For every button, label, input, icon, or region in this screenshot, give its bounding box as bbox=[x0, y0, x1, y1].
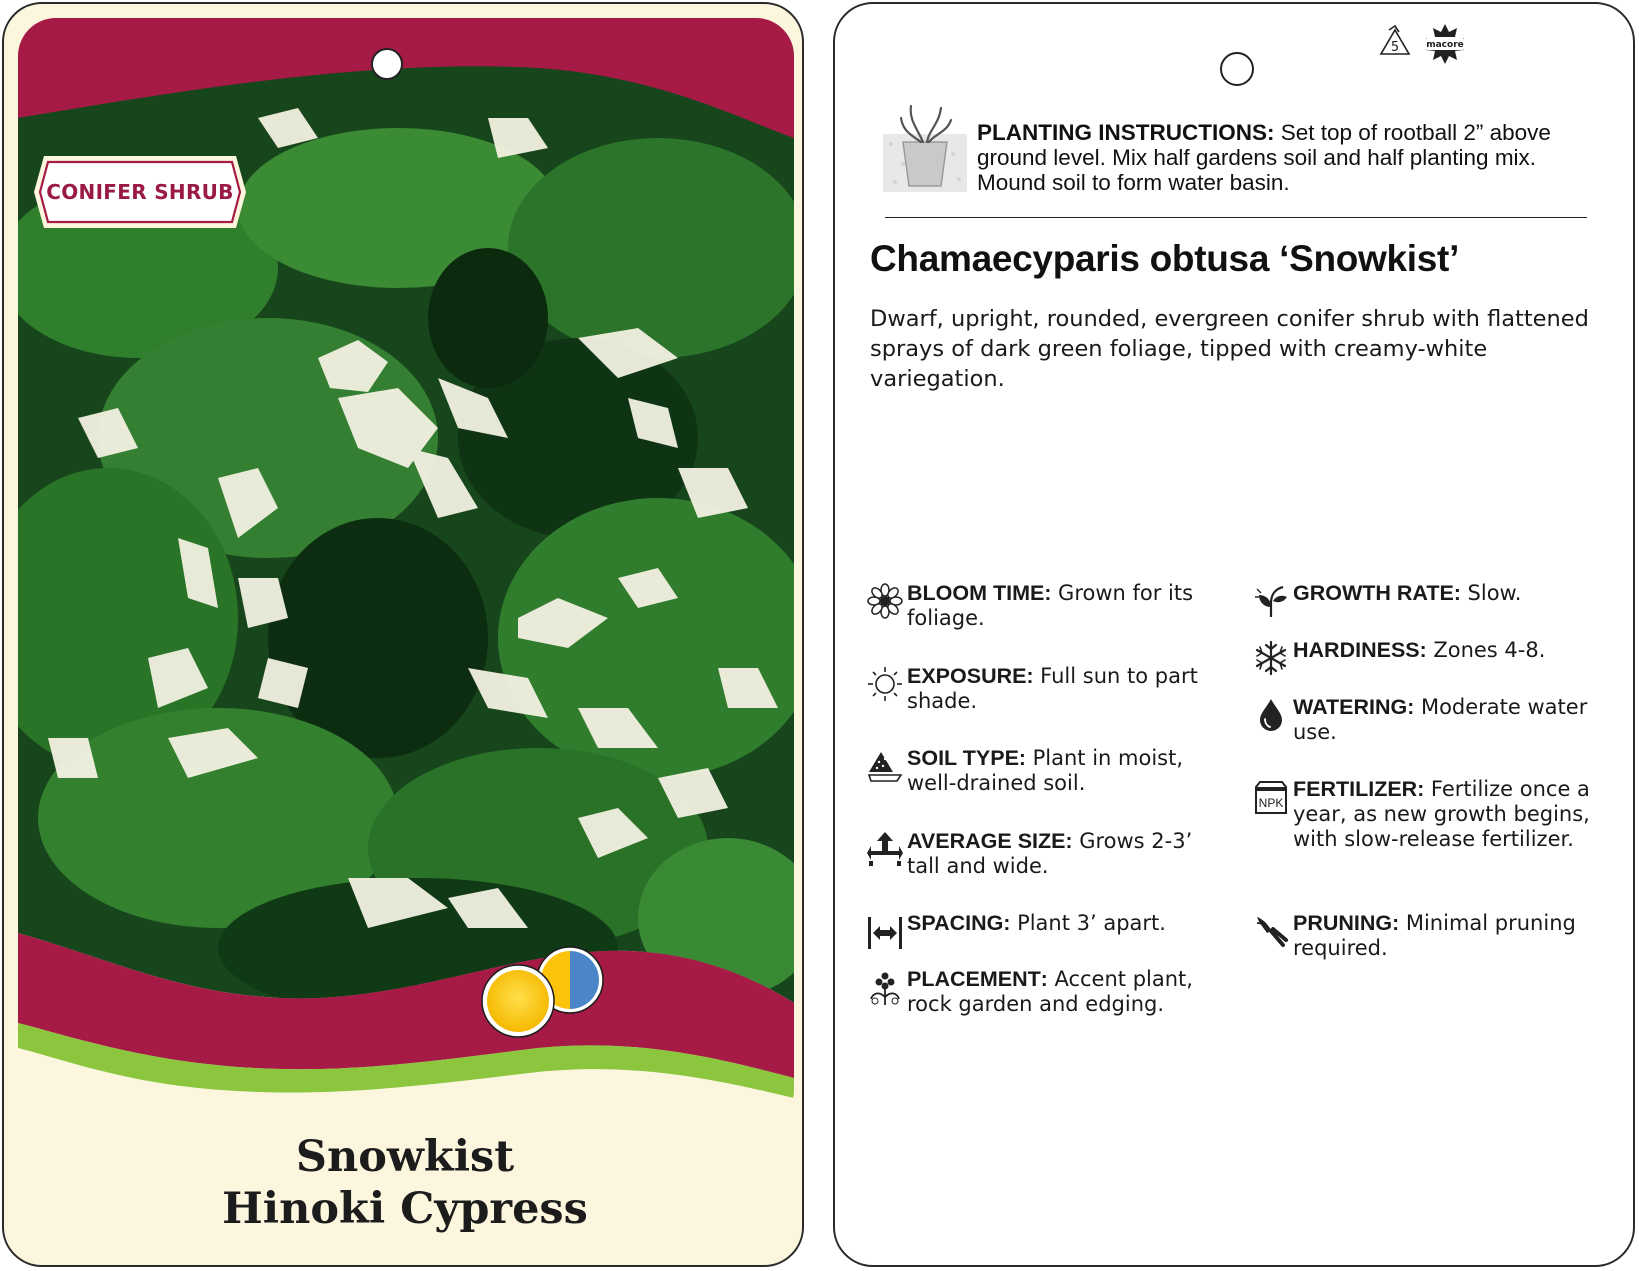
growth-rate-value: Slow. bbox=[1467, 581, 1522, 605]
svg-text:NPK: NPK bbox=[1258, 796, 1284, 810]
exposure-value: Full sun to part shade. bbox=[907, 664, 1198, 713]
potted-plant-icon bbox=[883, 104, 967, 192]
pruners-icon bbox=[1253, 913, 1289, 949]
soil-pile-icon bbox=[867, 748, 903, 784]
flower-icon bbox=[867, 583, 903, 619]
npk-bag-icon bbox=[1253, 779, 1289, 815]
placement-plant-icon bbox=[867, 971, 903, 1007]
full-sun-icon bbox=[482, 965, 554, 1037]
category-badge: CONIFER SHRUB bbox=[46, 180, 234, 204]
plant-description: Dwarf, upright, rounded, evergreen conifer shrub with flattened sprays of dark green foliage, tipped with creamy-white variegation. bbox=[870, 306, 1589, 392]
recycle-number: 5 bbox=[1390, 40, 1400, 55]
common-name-line2: Hinoki Cypress bbox=[222, 1184, 588, 1234]
planting-instructions bbox=[977, 120, 1567, 195]
front-tag bbox=[2, 2, 804, 1267]
size-arrows-icon bbox=[867, 831, 903, 867]
sun-outline-icon bbox=[867, 666, 903, 702]
watering-value: Moderate water use. bbox=[1293, 695, 1588, 744]
sprout-icon bbox=[1253, 583, 1289, 619]
average-size-label: AVERAGE SIZE bbox=[907, 829, 1066, 853]
back-tag: 5 macore PLANTING INSTRUCTIONS: Set top of rootball 2” above ground level. Mix half gardens soil and half planting mix. Mound soil to form water basin. Chamaecyparis obtusa ‘Snowkist’ Dwarf, upright, rounded, evergreen conifer shrub with flattened sprays of dark green foliage, tipped with creamy-white variegation. BLOOM TIME: Grown for its foliage. EXPOSURE: Full sun to part shade. SOIL TYPE: Plant in moist, well-drained soil. AVERAGE SIZE: Grows 2-3’ tall and wide. SPACING: Plant 3’ apart. PLACEMENT: Accent plant, rock garden and edging. GROWTH RATE: Slow. HARDINESS: Zones 4-8. WATERING: Moderate water use. NPK FERTILIZER: Fertilize once a year, as new growth begins, with slow-release fertilizer. PRUNING: Minimal pruning required. bbox=[833, 2, 1635, 1267]
snowflake-icon bbox=[1253, 640, 1289, 676]
average-size-value: Grows 2-3’ tall and wide. bbox=[907, 829, 1193, 878]
instructions-label: PLANTING INSTRUCTIONS: bbox=[977, 120, 1275, 145]
watering-label: WATERING bbox=[1293, 695, 1408, 719]
spacing-label: SPACING bbox=[907, 911, 1004, 935]
placement-label: PLACEMENT bbox=[907, 967, 1041, 991]
common-name-line1: Snowkist bbox=[295, 1132, 515, 1182]
hardiness-label: HARDINESS bbox=[1293, 638, 1420, 662]
soil-type-label: SOIL TYPE bbox=[907, 746, 1019, 770]
growth-rate-label: GROWTH RATE bbox=[1293, 581, 1454, 605]
spacing-value: Plant 3’ apart. bbox=[1017, 911, 1166, 935]
bloom-time-value: Grown for its foliage. bbox=[907, 581, 1194, 630]
instructions-text: Set top of rootball 2” above ground level. Mix half gardens soil and half planting mix. Mound soil to form water basin. bbox=[977, 120, 1551, 195]
divider bbox=[885, 217, 1587, 218]
spacing-arrows-icon bbox=[867, 915, 903, 951]
bloom-time-label: BLOOM TIME bbox=[907, 581, 1045, 605]
hardiness-value: Zones 4-8. bbox=[1433, 638, 1546, 662]
hanging-hole bbox=[1220, 52, 1254, 86]
recycling-logos bbox=[1375, 22, 1485, 68]
fertilizer-value: Fertilize once a year, as new growth begins, with slow-release fertilizer. bbox=[1293, 777, 1590, 851]
hanging-hole bbox=[371, 48, 403, 80]
pruning-label: PRUNING bbox=[1293, 911, 1393, 935]
soil-type-value: Plant in moist, well-drained soil. bbox=[907, 746, 1184, 795]
placement-value: Accent plant, rock garden and edging. bbox=[907, 967, 1193, 1016]
water-drop-icon bbox=[1253, 697, 1289, 733]
botanical-name: Chamaecyparis obtusa ‘Snowkist’ bbox=[870, 238, 1460, 279]
exposure-label: EXPOSURE bbox=[907, 664, 1027, 688]
fertilizer-label: FERTILIZER bbox=[1293, 777, 1418, 801]
pruning-value: Minimal pruning required. bbox=[1293, 911, 1576, 960]
brand-name: macore bbox=[1426, 40, 1464, 50]
